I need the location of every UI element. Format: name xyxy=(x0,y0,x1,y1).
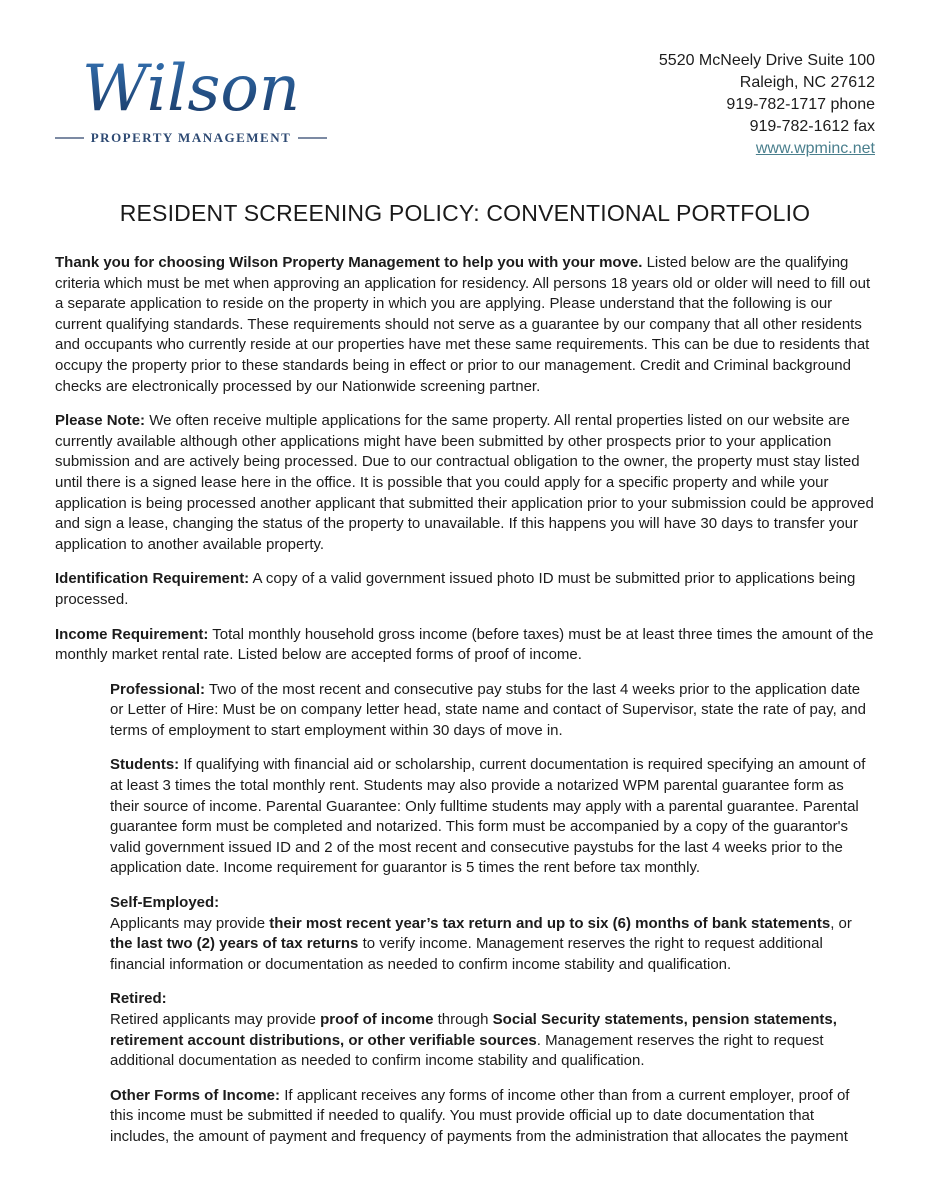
text-run: Identification Requirement: xyxy=(55,570,250,588)
text-run: We often receive multiple applications for the same property. All rental properties listed on our website are currently available although other applications might have been submitted by other prospects prior to your application submission and are actively being processed. Due to our contractual obligation to the owner, the property must stay listed until there is a signed lease here in the office. It is possible that you could apply for a specific property and while your application is being processed another applicant that submitted their application prior to your submission could be approved and sign a lease, changing the status of the property to unavailable. If this happens you will have 30 days to transfer your application to another available property. xyxy=(55,412,874,553)
website-link[interactable]: www.wpminc.net xyxy=(755,140,875,157)
text-run: Retired: xyxy=(110,990,167,1008)
text-run: If applicant receives any forms of income other than from a current employer, proof of this income must be submitted if needed to qualify. You must provide official up to date documentation that includes, the amount of payment and frequency of payments from the administration that allocates the payment xyxy=(110,1086,850,1145)
text-run: Total monthly household gross income (before taxes) must be at least three times the amount of the monthly market rental rate. Listed below are accepted forms of proof of income. xyxy=(55,625,874,664)
paragraph-intro xyxy=(55,253,875,397)
text-run: Two of the most recent and consecutive pay stubs for the last 4 weeks prior to the application date or Letter of Hire: Must be on company letter head, state name and contact of Supervisor, state the rate of pay, and terms of employment to start employment within 30 days of move in. xyxy=(110,680,866,739)
tagline-rule-left xyxy=(55,137,84,139)
text-run: Applicants may provide xyxy=(110,914,270,932)
text-run: Self-Employed: xyxy=(110,894,220,912)
text-run: Other Forms of Income: xyxy=(110,1086,281,1104)
logo-tagline-row xyxy=(55,130,327,146)
paragraph-students xyxy=(55,755,875,879)
document-body xyxy=(55,253,875,1148)
paragraph-professional xyxy=(55,680,875,742)
contact-address-line2: Raleigh, NC 27612 xyxy=(739,74,875,91)
logo-wordmark: Wilson xyxy=(81,52,301,126)
text-run: Please Note: xyxy=(55,412,146,430)
text-run: , or xyxy=(830,914,852,932)
paragraph-other-forms-of-income xyxy=(55,1086,875,1148)
contact-fax: 919-782-1612 fax xyxy=(749,118,875,135)
paragraph-income-requirement xyxy=(55,625,875,666)
paragraph-self-employed xyxy=(55,893,875,975)
letterhead xyxy=(0,0,927,160)
document-title: RESIDENT SCREENING POLICY: CONVENTIONAL PORTFOLIO xyxy=(119,200,811,226)
company-logo xyxy=(55,42,327,146)
contact-phone: 919-782-1717 phone xyxy=(726,96,875,113)
text-run: proof of income xyxy=(320,1011,434,1028)
tagline-rule-right xyxy=(298,137,327,139)
wilson-script-logo-icon xyxy=(55,42,327,134)
text-run: Professional: xyxy=(110,680,206,698)
contact-block xyxy=(659,50,875,160)
text-run: A copy of a valid government issued photo ID must be submitted prior to applications being processed. xyxy=(55,570,856,608)
paragraph-retired xyxy=(55,989,875,1071)
paragraph-please-note xyxy=(55,411,875,555)
text-run: Income Requirement: xyxy=(55,625,209,643)
text-run: Listed below are the qualifying criteria which must be met when approving an application for residency. All persons 18 years old or older will need to fill out a separate application to reside on the property in which you are applying. Please understand that the following is our current qualifying standards. These requirements should not serve as a guarantee by our company that all other residents and occupants who currently reside at our properties have met these same requirements. This can be due to residents that occupy the property prior to these standards being in effect or prior to our management. Credit and Criminal background checks are electronically processed by our Nationwide screening partner. xyxy=(55,254,871,395)
text-run: Social Security statements, pension statements, retirement account distributions, or other verifiable sources xyxy=(110,1011,837,1049)
text-run: If qualifying with financial aid or scholarship, current documentation is required specifying an amount of at least 3 times the total monthly rent. Students may also provide a notarized WPM parental guarantee form as their source of income. Parental Guarantee: Only fulltime students may apply with a parental guarantee. Parental guarantee form must be completed and notarized. This form must be accompanied by a copy of the guarantor's valid government issued ID and 2 of the most recent and consecutive paystubs for the last 4 weeks prior to the application date. Income requirement for guarantor is 5 times the rent before tax monthly. xyxy=(110,756,866,877)
text-run: the last two (2) years of tax returns xyxy=(110,935,359,953)
text-run: Retired applicants may provide xyxy=(110,1011,321,1028)
text-run: through xyxy=(433,1011,493,1028)
text-run: their most recent year’s tax return and up to six (6) months of bank statements xyxy=(269,914,831,932)
text-run: . Management reserves the right to request additional documentation as needed to confirm income stability and qualification. xyxy=(110,1031,824,1070)
text-run: Students: xyxy=(110,756,180,774)
text-run: Thank you for choosing Wilson Property Management to help you with your move. xyxy=(55,254,643,271)
logo-tagline: PROPERTY MANAGEMENT xyxy=(90,130,292,145)
contact-address-line1: 5520 McNeely Drive Suite 100 xyxy=(658,52,875,69)
paragraph-identification-requirement xyxy=(55,569,875,610)
text-run: to verify income. Management reserves the right to request additional financial information or documentation as needed to confirm income stability and qualification. xyxy=(110,935,823,973)
